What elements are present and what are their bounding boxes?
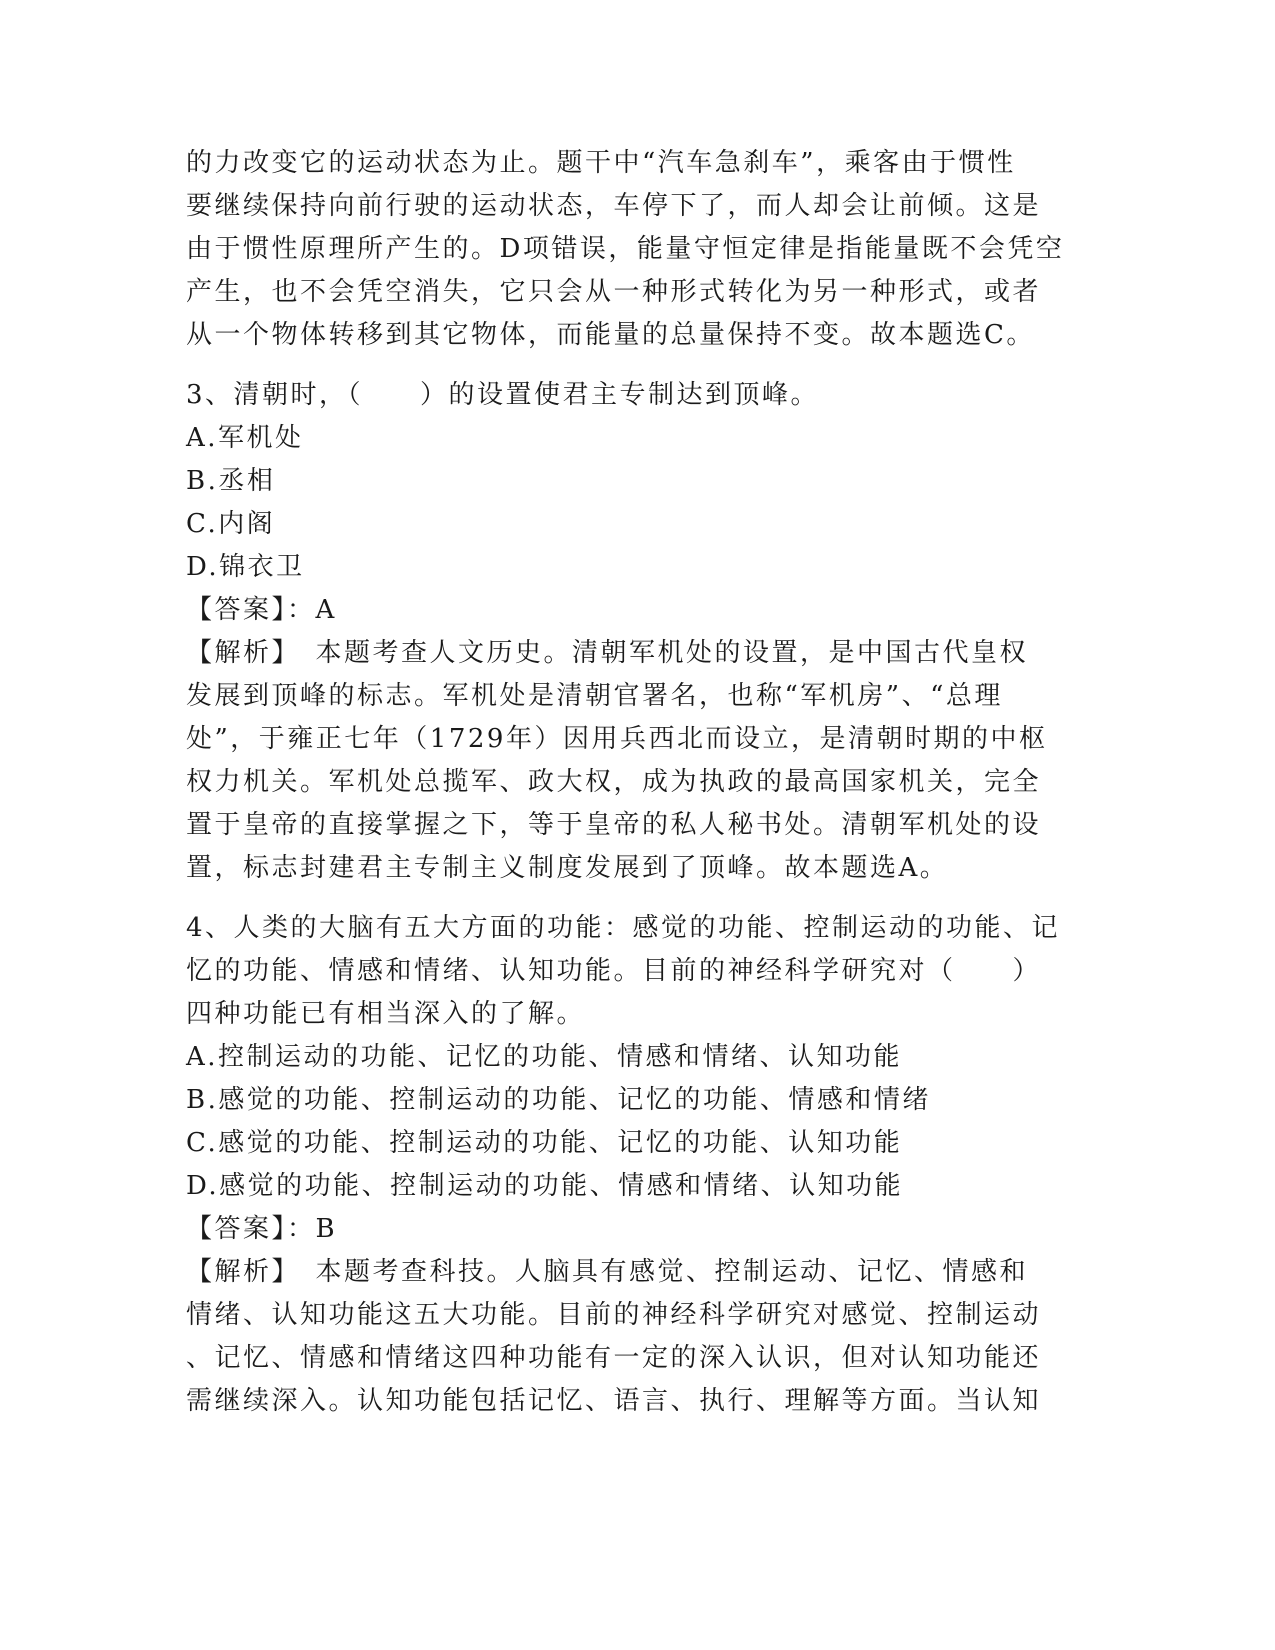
question-4: [186, 907, 1086, 1423]
option-d: D.锦衣卫: [186, 552, 305, 582]
paragraph-line: 要继续保持向前行驶的运动状态，车停下了，而人却会让前倾。这是: [186, 191, 1042, 221]
explanation-line: 发展到顶峰的标志。军机处是清朝官署名，也称“军机房”、“总理: [186, 681, 1003, 711]
option-b: B.感觉的功能、控制运动的功能、记忆的功能、情感和情绪: [186, 1085, 931, 1115]
question-stem: 四种功能已有相当深入的了解。: [186, 999, 586, 1029]
explanation-line: 权力机关。军机处总揽军、政大权，成为执政的最高国家机关，完全: [186, 767, 1042, 797]
paragraph-line: 产生，也不会凭空消失，它只会从一种形式转化为另一种形式，或者: [186, 277, 1042, 307]
spacer: [186, 357, 1086, 374]
option-b: B.丞相: [186, 466, 276, 496]
question-stem: 忆的功能、情感和情绪、认知功能。目前的神经科学研究对（ ）: [186, 956, 1042, 986]
explanation-line: 处”，于雍正七年（1729年）因用兵西北而设立，是清朝时期的中枢: [186, 724, 1048, 754]
answer-line: 【答案】：A: [186, 595, 337, 625]
explanation-line: 置于皇帝的直接掌握之下，等于皇帝的私人秘书处。清朝军机处的设: [186, 810, 1042, 840]
explanation-line: 需继续深入。认知功能包括记忆、语言、执行、理解等方面。当认知: [186, 1386, 1042, 1416]
option-c: C.内阁: [186, 509, 276, 539]
explanation-line: 【解析】 本题考查人文历史。清朝军机处的设置，是中国古代皇权: [186, 638, 1029, 668]
paragraph-line: 的力改变它的运动状态为止。题干中“汽车急刹车”，乘客由于惯性: [186, 148, 1016, 178]
explanation-line: 置，标志封建君主专制主义制度发展到了顶峰。故本题选A。: [186, 853, 949, 883]
document-page: [186, 142, 1086, 1423]
option-c: C.感觉的功能、控制运动的功能、记忆的功能、认知功能: [186, 1128, 903, 1158]
explanation-line: 、记忆、情感和情绪这四种功能有一定的深入认识，但对认知功能还: [186, 1343, 1042, 1373]
paragraph-line: 由于惯性原理所产生的。D项错误，能量守恒定律是指能量既不会凭空: [186, 234, 1065, 264]
answer-line: 【答案】：B: [186, 1214, 338, 1244]
paragraph-line: 从一个物体转移到其它物体，而能量的总量保持不变。故本题选C。: [186, 320, 1035, 350]
spacer: [186, 890, 1086, 907]
previous-explanation: [186, 142, 1086, 357]
explanation-line: 【解析】 本题考查科技。人脑具有感觉、控制运动、记忆、情感和: [186, 1257, 1029, 1287]
option-d: D.感觉的功能、控制运动的功能、情感和情绪、认知功能: [186, 1171, 904, 1201]
explanation-line: 情绪、认知功能这五大功能。目前的神经科学研究对感觉、控制运动: [186, 1300, 1042, 1330]
question-stem: 4、人类的大脑有五大方面的功能：感觉的功能、控制运动的功能、记: [186, 913, 1061, 943]
question-3: [186, 374, 1086, 890]
option-a: A.控制运动的功能、记忆的功能、情感和情绪、认知功能: [186, 1042, 903, 1072]
option-a: A.军机处: [186, 423, 304, 453]
question-stem: 3、清朝时，（ ）的设置使君主专制达到顶峰。: [186, 380, 820, 410]
